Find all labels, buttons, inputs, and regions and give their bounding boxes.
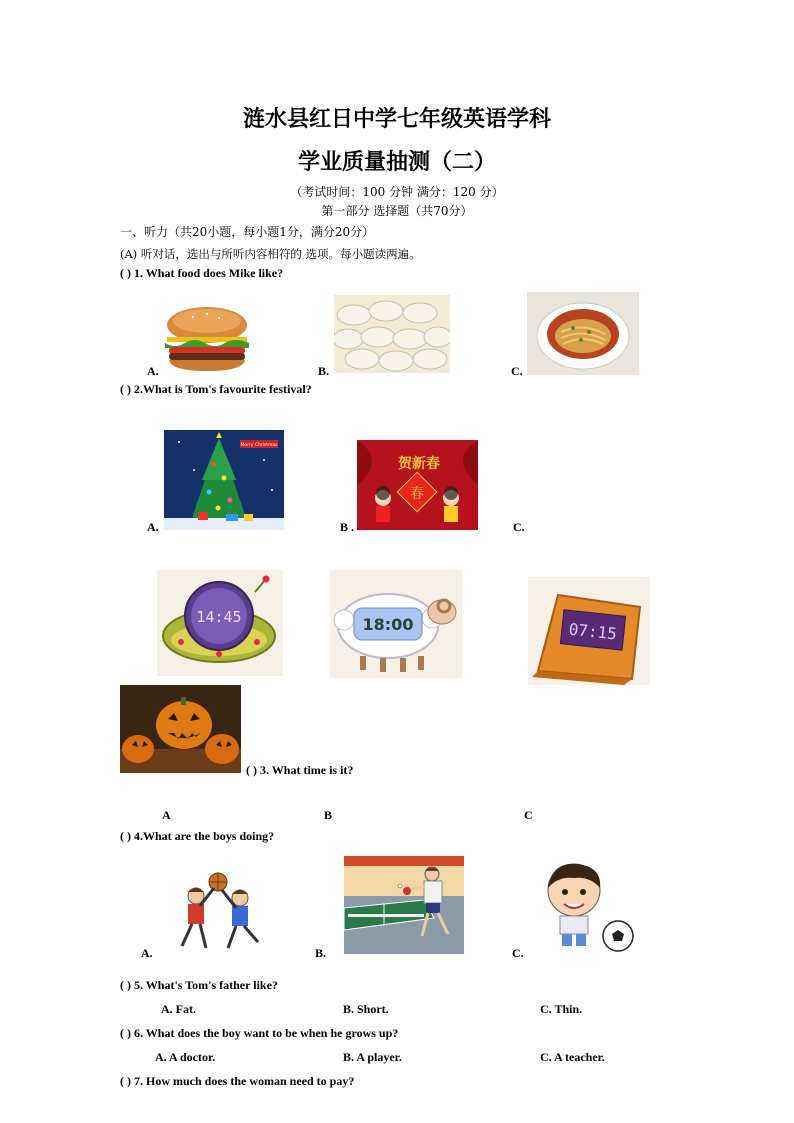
- exam-info: （考试时间：100 分钟 满分：120 分）: [290, 185, 504, 199]
- table-tennis-image: [344, 856, 464, 954]
- christmas-tree-image: [164, 430, 284, 530]
- q4-option-a: A.: [141, 946, 153, 960]
- clock-c-time: 07:15: [567, 619, 618, 644]
- q2-option-a: A.: [147, 520, 159, 534]
- part-one-heading: 第一部分 选择题（共70分）: [321, 204, 473, 218]
- sheep-clock-image: [330, 570, 462, 678]
- q5-option-a: A. Fat.: [161, 1002, 196, 1016]
- halloween-pumpkin-image: [120, 685, 241, 773]
- question-4: ( ) 4.What are the boys doing?: [120, 829, 275, 843]
- ufo-clock-image: [157, 570, 283, 676]
- section-heading: 一、听力（共20小题，每小题1分，满分20分）: [120, 225, 375, 239]
- q3-option-c: C: [524, 808, 533, 822]
- q2-option-b: B .: [340, 520, 355, 534]
- q3-option-b: B: [324, 808, 333, 822]
- question-1: ( ) 1. What food does Mike like?: [120, 266, 284, 280]
- q5-option-c: C. Thin.: [540, 1002, 583, 1016]
- desk-clock-image: [528, 577, 650, 685]
- q6-option-a: A. A doctor.: [155, 1050, 216, 1064]
- section-instruction: (A) 听对话，选出与所听内容相符的 选项。每小题读两遍。: [120, 247, 421, 261]
- noodles-image: [527, 292, 639, 375]
- dumplings-image: [334, 295, 450, 373]
- basketball-boys-image: [160, 870, 278, 956]
- question-2: ( ) 2.What is Tom's favourite festival?: [120, 382, 312, 396]
- soccer-boy-image: [528, 860, 640, 956]
- page-subtitle: 学业质量抽测（二）: [297, 150, 496, 175]
- spring-festival-image: [357, 440, 478, 530]
- christmas-card-text: Merry Christmas: [240, 443, 278, 448]
- q5-option-b: B. Short.: [343, 1002, 389, 1016]
- q4-option-b: B.: [315, 946, 327, 960]
- spring-card-center: 春: [410, 486, 424, 502]
- q1-option-c: C.: [511, 364, 523, 378]
- question-6: ( ) 6. What does the boy want to be when he grows up?: [120, 1026, 399, 1040]
- spring-card-text: 贺新春: [398, 456, 440, 472]
- clock-b-time: 18:00: [362, 615, 414, 634]
- question-3: ( ) 3. What time is it?: [246, 763, 354, 777]
- q6-option-b: B. A player.: [343, 1050, 402, 1064]
- q1-option-b: B.: [318, 364, 330, 378]
- q4-option-c: C.: [512, 946, 524, 960]
- question-7: ( ) 7. How much does the woman need to pay?: [120, 1074, 355, 1088]
- clock-a-time: 14:45: [196, 608, 242, 626]
- question-5: ( ) 5. What's Tom's father like?: [120, 978, 278, 992]
- q1-option-a: A.: [147, 364, 159, 378]
- q3-option-a: A: [162, 808, 171, 822]
- burger-image: [163, 305, 251, 373]
- page-title: 涟水县红日中学七年级英语学科: [242, 107, 551, 132]
- q6-option-c: C. A teacher.: [540, 1050, 605, 1064]
- q2-option-c: C.: [513, 520, 525, 534]
